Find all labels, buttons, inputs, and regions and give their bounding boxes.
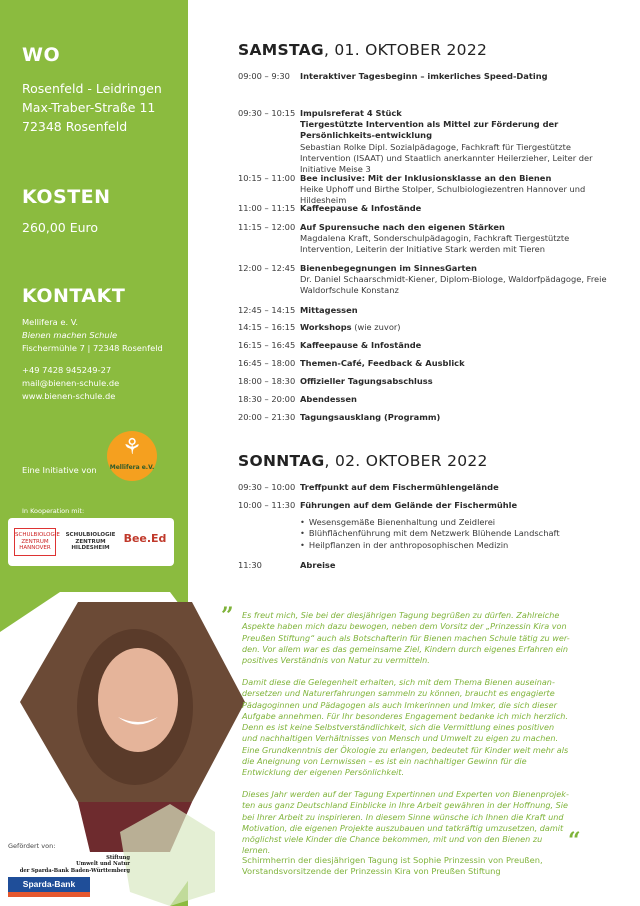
schedule-speaker: Dr. Daniel Schaarschmidt-Kiener, Diplom-Biologe, Waldorfpädagoge, Freie Waldorfschule Konstanz [300, 274, 607, 296]
quote-open-mark: ” [221, 603, 234, 629]
schedule-row [238, 376, 622, 387]
sunday-title [238, 452, 488, 470]
schedule-title: Kaffeepause & Infostände [300, 203, 422, 213]
schedule-time: 10:15 – 11:00 [238, 173, 296, 183]
schedule-title: Kaffeepause & Infostände [300, 340, 422, 350]
sponsor-line: der Sparda-Bank Baden-Württemberg [19, 867, 130, 874]
schedule-title: Treffpunkt auf dem Fischermühlengelände [300, 482, 499, 492]
coop-logo-beeed: Bee.Ed [123, 532, 167, 545]
schedule-time: 11:30 [238, 560, 262, 570]
coop-logos-box [8, 518, 174, 566]
schedule-time: 11:15 – 12:00 [238, 222, 296, 232]
schedule-row [238, 222, 622, 256]
schedule-time: 10:00 – 11:30 [238, 500, 296, 510]
quote-paragraph-1: Es freut mich, Sie bei der diesjährigen Tagung begrüßen zu dürfen. Zahlreiche Aspekte haben mich dazu bewogen, neben dem Vorsitz der „Prinzessin Kira von Preußen Stiftung“ auch als Botschafterin für Bienen machen Schule tätig zu wer-den. Vor allem war es das gemeinsame Ziel, Kindern durch eigenes Erfahren ein positives Verständnis von Natur zu vermitteln. [242, 610, 570, 666]
kontakt-org: Mellifera e. V. [22, 317, 78, 327]
kontakt-project: Bienen machen Schule [22, 330, 118, 340]
schedule-time: 12:00 – 12:45 [238, 263, 296, 273]
kontakt-address: Fischermühle 7 | 72348 Rosenfeld [22, 343, 163, 353]
saturday-date: , 01. OKTOBER 2022 [323, 41, 488, 59]
portrait-face [98, 648, 178, 752]
schedule-time: 09:00 – 9:30 [238, 71, 290, 81]
schedule-speaker: Heike Uphoff und Birthe Stolper, Schulbiologiezentren Hannover und Hildesheim [300, 184, 586, 206]
schedule-time: 09:30 – 10:00 [238, 482, 296, 492]
schedule-row [238, 173, 622, 207]
schedule-row [238, 263, 622, 297]
schedule-title: Workshops [300, 322, 352, 332]
schedule-row [238, 560, 622, 571]
tour-list [300, 517, 622, 551]
schedule-time: 18:00 – 18:30 [238, 376, 296, 386]
sponsor-line: Umwelt und Natur [76, 861, 130, 868]
schedule-time: 12:45 – 14:15 [238, 305, 296, 315]
initiative-label: Eine Initiative von [22, 465, 97, 475]
quote-close-mark: “ [568, 828, 581, 854]
address-line: 72348 Rosenfeld [22, 119, 128, 134]
coop-logo-hildesheim: SCHULBIOLOGIE ZENTRUM HILDESHEIM [65, 532, 116, 551]
kontakt-phone[interactable]: +49 7428 945249-27 [22, 365, 112, 375]
quote-paragraph-2: Damit diese die Gelegenheit erhalten, sich mit dem Thema Bienen auseinan-dersetzen und Naturerfahrungen sammeln zu können, braucht es engagierte Pädagoginnen und Pädagogen als auch Imkerinnen und Imker, die sich dieser Aufgabe annehmen. Für Ihr besonderes Engagement bedanke ich mich herzlich. Denn es ist keine Selbstverständlichkeit, sich die Vermittlung eines positiven und nachhaltigen Verhältnisses von Mensch und Umwelt zu eigen zu machen. Eine Grundkenntnis der Ökologie zu erlangen, bedeutet für Kinder weit mehr als die Aneignung von Lernwissen – es ist ein nachhaltiger Gewinn für die Entwicklung der eigenen Persönlichkeit. [242, 677, 569, 778]
mellifera-logo-text: Mellifera e.V. [109, 464, 155, 471]
schedule-title: Impulsreferat 4 Stück [300, 108, 402, 118]
saturday-title [238, 41, 487, 59]
schedule-row [238, 340, 622, 351]
schedule-row [238, 203, 622, 214]
schedule-time: 16:15 – 16:45 [238, 340, 296, 350]
mellifera-logo [107, 431, 157, 481]
schedule-row [238, 394, 622, 405]
kosten-value: 260,00 Euro [22, 220, 99, 235]
schedule-title-suffix: (wie zuvor) [351, 322, 401, 332]
list-item: • Wesensgemäße Bienenhaltung und Zeidlerei [300, 517, 622, 528]
schedule-title: Mittagessen [300, 305, 358, 315]
sparda-bank-logo: Sparda-Bank [8, 877, 90, 892]
schedule-row [238, 322, 622, 333]
schedule-row [238, 412, 622, 423]
kontakt-email[interactable]: mail@bienen-schule.de [22, 378, 120, 388]
wo-heading: WO [22, 44, 61, 66]
kontakt-web[interactable]: www.bienen-schule.de [22, 391, 116, 401]
quote-paragraph-3: Dieses Jahr werden auf der Tagung Expertinnen und Experten von Bienenprojek-ten aus ganz Deutschland Einblicke in Ihre Arbeit gewähren in der Hoffnung, Sie bei Ihrer Arbeit zu inspirieren. In diesem Sinne wünsche ich Ihnen die Kraft und Motivation, die eigenen Projekte auszubauen und tatkräftig umzusetzen, damit möglichst viele Kinder die Chance bekommen, mit und von den Bienen zu lernen. [242, 789, 569, 856]
schedule-title: Auf Spurensuche nach den eigenen Stärken [300, 222, 505, 232]
schedule-row [238, 108, 622, 175]
schedule-time: 09:30 – 10:15 [238, 108, 296, 118]
schedule-row [238, 500, 622, 551]
sponsor-logo-text [8, 855, 130, 874]
sponsor-line: Stiftung [106, 855, 130, 861]
schedule-title: Abendessen [300, 394, 357, 404]
schedule-row [238, 482, 622, 493]
schedule-speaker: Sebastian Rolke Dipl. Sozialpädagoge, Fachkraft für Tiergestützte Intervention (ISAAT) und Staatlich anerkannter Heilerzieher, Leiter der Initiative Meise 3 [300, 141, 593, 175]
kosten-heading: KOSTEN [22, 186, 111, 208]
schedule-time: 11:00 – 11:15 [238, 203, 296, 213]
kooperation-label: In Kooperation mit: [22, 507, 85, 515]
schedule-time: 20:00 – 21:30 [238, 412, 296, 422]
schedule-title: Offizieller Tagungsabschluss [300, 376, 433, 386]
saturday-day: SAMSTAG [238, 41, 324, 59]
coop-logo-hannover: SCHULBIOLOGIE ZENTRUM HANNOVER [14, 528, 56, 556]
list-item: • Heilpflanzen in der anthroposophischen Medizin [300, 540, 622, 551]
schedule-row [238, 71, 622, 82]
schedule-row [238, 305, 622, 316]
schedule-speaker: Magdalena Kraft, Sonderschulpädagogin, Fachkraft Tiergestützte Intervention, Leiterin der Initiative Stark werden mit Tieren [300, 233, 570, 255]
sparda-bank-logo-stripe [8, 892, 90, 897]
schedule-title: Tagungsausklang (Programm) [300, 412, 441, 422]
address-line: Rosenfeld - Leidringen [22, 81, 162, 96]
bee-figure-icon: ⚘ [122, 435, 142, 460]
schedule-title: Bee inclusive: Mit der Inklusionsklasse an den Bienen [300, 173, 552, 183]
schedule-title: Bienenbegegnungen im SinnesGarten [300, 263, 477, 273]
gefoerdert-label: Gefördert von: [8, 842, 56, 850]
schedule-row [238, 358, 622, 369]
schedule-title: Interaktiver Tagesbeginn – imkerliches Speed-Dating [300, 71, 548, 81]
kontakt-heading: KONTAKT [22, 285, 126, 307]
schedule-time: 18:30 – 20:00 [238, 394, 296, 404]
schedule-time: 14:15 – 16:15 [238, 322, 296, 332]
schedule-title: Abreise [300, 560, 336, 570]
list-item: • Blühflächenführung mit dem Netzwerk Blühende Landschaft [300, 528, 622, 539]
address-line: Max-Traber-Straße 11 [22, 100, 156, 115]
schedule-time: 16:45 – 18:00 [238, 358, 296, 368]
sunday-day: SONNTAG [238, 452, 325, 470]
quote-signature: Schirmherrin der diesjährigen Tagung ist Sophie Prinzessin von Preußen, Vorstandsvorsitzende der Prinzessin Kira von Preußen Stiftung [242, 855, 543, 877]
schedule-title: Themen-Café, Feedback & Ausblick [300, 358, 465, 368]
schedule-subtitle: Tiergestützte Intervention als Mittel zur Förderung der Persönlichkeits-entwicklung [300, 119, 559, 141]
sunday-date: , 02. OKTOBER 2022 [324, 452, 488, 470]
schedule-title: Führungen auf dem Gelände der Fischermühle [300, 500, 518, 510]
